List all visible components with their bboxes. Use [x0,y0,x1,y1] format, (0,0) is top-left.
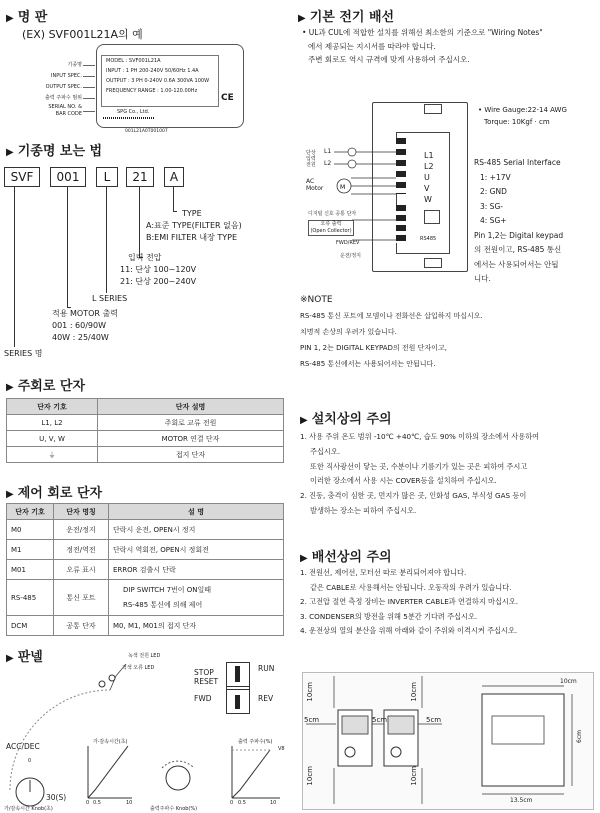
type-a: A:표준 TYPE(FILTER 없음) [146,221,242,230]
install-line6: 발생하는 장소는 피하여 주십시오. [310,505,417,515]
caution-line1: 1. 전원선, 제어선, 모터선 따로 분리되어져야 합니다. [300,568,467,577]
ce-mark-icon: CE [221,93,234,103]
code-voltage: 21 [126,167,154,187]
table-row [7,520,284,540]
stop-label: STOP [194,668,214,677]
cell-symbol: RS-485 [7,580,54,616]
caution-line2: 같은 CABLE로 사용해서는 안됩니다. 오동작의 우려가 있습니다. [310,582,512,592]
graph2-x-0: 0 [230,800,234,806]
graph2-y-label: V8 [278,746,285,752]
header-name: 단자 명칭 [54,504,109,520]
rs485-desc-line1: DIP SWITCH 7번이 ON일때 [123,585,212,594]
install-line5: 2. 진동, 충격이 심한 곳, 먼지가 많은 곳, 인화성 GAS, 부식성 GAS 등이 [300,491,527,501]
graph1-x-0: 0 [86,800,90,806]
rs485-pin3: 3: SG- [480,201,503,211]
oc-line2: (Open Collector) [310,228,352,234]
term-u: U [424,173,430,182]
digital-common-label: 디지털 신호 공통 단자 [308,211,357,217]
motor-label: Motor [306,185,324,192]
wire-spec [478,104,567,128]
led-error-label: 적색 오류 LED [122,665,155,671]
model-code-heading: ▶ 기종명 보는 법 [6,144,103,159]
pin-note-line2: 의 전원이고, RS-485 통신 [474,245,562,254]
rs485-label: RS485 [420,236,437,242]
caption-freq-knob: 출력주파수 Knob(%) [150,806,198,812]
table-header-row [7,504,284,520]
cell-symbol: DCM [7,616,54,636]
wiring-intro-line3: 주변 회로도 역시 규격에 맞게 사용하여 주십시오. [308,55,470,64]
clearance-top-right: 10cm [410,682,418,702]
graph2-x-2: 10 [270,800,277,806]
cell-description: MOTOR 연결 단자 [98,431,284,447]
graph2-x-1: 0.5 [238,800,246,806]
code-motor: 001 [50,167,86,187]
wiring-heading: ▶ 기본 전기 배선 [298,10,395,25]
note-line4: RS-485 통신에서는 사용되어서는 안됩니다. [300,360,436,368]
nameplate-heading: ▶ 명 판 [6,10,48,25]
clearance-drawing [302,672,592,808]
wiring-caution-body [300,566,596,639]
type-b: B:EMI FILTER 내장 TYPE [146,233,238,242]
plate-serial: 001L21A0T001007 [125,129,168,134]
table-row [7,415,284,431]
clearance-front-top: 10cm [560,678,577,685]
header-description: 설 명 [109,504,284,520]
cell-description: 단락시 역회전, OPEN시 정회전 [109,540,284,560]
fwd-rev-switch[interactable] [226,686,250,714]
motor-legend [52,308,118,344]
clearance-front-bottom: 13.5cm [510,797,533,804]
power-led-icon [99,681,105,687]
plate-frequency: FREQUENCY RANGE : 1.00-120.00Hz [106,88,198,94]
led-power-label: 녹색 전원 LED [128,653,161,659]
power-line1: 단상 [306,150,316,156]
cell-symbol: M01 [7,560,54,580]
cell-symbol: M0 [7,520,54,540]
cell-symbol: U, V, W [7,431,98,447]
oc-line1: 오류 출력 [320,221,342,227]
term-v: V [424,184,430,193]
torque: Torque: 10Kgf · cm [484,118,550,126]
triangle-bullet-icon: ▶ [300,553,308,564]
graph2-title: 출력 주파수(%) [238,739,273,745]
voltage-legend [120,252,196,288]
voltage-21: 21: 단상 200~240V [120,277,197,286]
terminal-icon [348,148,356,156]
power-line2: 입력 [306,156,316,162]
table-header-row [7,399,284,415]
clearance-front-side: 6cm [576,730,583,743]
rs485-pin1: 1: +17V [480,172,511,182]
knob-zero: 0 [28,758,32,764]
install-line1: 1. 사용 주위 온도 범위 -10℃ +40℃, 습도 90% 이하의 장소에서 사용하여 [300,432,540,441]
plate-input: INPUT : 1 PH 200-240V 50/60Hz 1.4A [106,68,199,74]
header-symbol: 단자 기호 [7,399,98,415]
pin-note-line4: 니다. [474,274,491,283]
table-row [7,447,284,463]
header-description: 단자 설명 [98,399,284,415]
cell-description: 접지 단자 [98,447,284,463]
caption-accdec-knob: 가/감속시간 Knob(초) [4,806,53,812]
switch-knob-icon [235,666,240,682]
type-legend [146,208,242,244]
note-line2: 치명적 손상의 우려가 있습니다. [300,328,397,336]
freq-knob-icon [166,766,190,790]
svg-text:M: M [340,184,346,191]
pin-note-line3: 에서는 사용되어서는 안됩 [474,259,559,269]
l1-label: L1 [324,148,332,155]
type-title: TYPE [182,209,202,218]
callout-frequency: 출력 주파수 범위 [45,95,82,101]
triangle-bullet-icon: ▶ [6,489,14,500]
barcode-icon [103,117,155,119]
panel-heading: ▶ 판넬 [6,650,43,665]
caution-line5: 4. 운전상의 열의 분산을 위해 아래와 같이 주위와 이격시켜 주십시오. [300,626,518,636]
main-terminal-heading: ▶ 주회로 단자 [6,379,86,394]
plate-model: MODEL : SVF001L21A [106,58,161,64]
cell-description: 단락시 운전, OPEN시 정지 [109,520,284,540]
graph1-x-2: 10 [126,800,133,806]
caution-line3: 2. 고전압 절연 측정 장비는 INVERTER CABLE과 연결하지 마십시오. [300,597,519,607]
cell-description: ERROR 검출시 단락 [109,560,284,580]
note-line1: RS-485 통신 포트에 모뎀이나 전화선은 삽입하지 마십시오. [300,312,483,320]
terminal-labels [424,150,434,205]
plate-company: SPG Co., Ltd. [117,109,150,115]
install-body [300,430,596,519]
note-block [300,292,594,372]
wire-gauge: • Wire Gauge:22-14 AWG [478,106,567,114]
nameplate-example-title: (EX) SVF001L21A의 예 [22,28,143,41]
bottom-notch-icon [424,258,442,268]
motor-40w: 40W : 25/40W [52,333,109,342]
cell-description: M0, M1, M01의 접지 단자 [109,616,284,636]
triangle-bullet-icon: ▶ [6,653,14,664]
rs485-desc-line2: RS-485 통신에 의해 제어 [123,600,203,609]
graph2-curve [232,750,270,798]
nameplate-plate [96,44,244,134]
triangle-bullet-icon: ▶ [6,147,14,158]
run-stop-diagram-label: 운전/정지 [340,253,362,259]
term-w: W [424,195,432,204]
cell-description: 주회로 교류 전원 [98,415,284,431]
error-led-icon [109,675,115,681]
cell-name: 정전/역전 [54,540,109,560]
motor-title: 적용 MOTOR 출력 [52,309,118,318]
term-l1: L1 [424,151,434,160]
motor-001: 001 : 60/90W [52,321,107,330]
rs485-pin2: 2: GND [480,187,507,196]
callout-barcode: BAR CODE [55,111,82,117]
rs485-title: RS-485 Serial Interface [474,158,561,167]
graph1-curve [88,746,128,798]
cell-symbol: M1 [7,540,54,560]
cell-name: 운전/정지 [54,520,109,540]
cell-name: 통신 포트 [54,580,109,616]
open-collector-box [308,220,354,236]
install-line3: 또한 직사광선이 닿는 곳, 수분이나 기름기가 있는 곳은 피하여 주시고 [310,461,528,471]
fwd-rev-diagram-label: FWD/REV [336,240,360,246]
l2-label: L2 [324,160,332,167]
switch-knob-icon [235,695,240,709]
clearance-right: 5cm [426,716,442,724]
top-notch-icon [424,104,442,114]
ground-icon: ⏚ [7,447,98,463]
ac-label: AC [306,178,315,185]
wiring-intro [302,26,596,67]
reset-label: RESET [194,677,219,686]
clearance-bottom-left: 10cm [306,766,314,786]
cell-symbol: L1, L2 [7,415,98,431]
wiring-intro-line1: • UL과 CUL에 적합한 설치를 위해선 최소한의 기준으로 "Wiring Notes" [302,28,543,37]
table-row [7,431,284,447]
knob-30s: 30(S) [46,793,67,802]
control-terminal-heading: ▶ 제어 회로 단자 [6,486,103,501]
control-terminal-table [6,503,284,636]
wiring-intro-line2: 에서 제공되는 지시서를 따라야 합니다. [308,41,436,51]
triangle-bullet-icon: ▶ [6,13,14,24]
callout-input: INPUT SPEC. [51,73,82,79]
term-l2: L2 [424,162,434,171]
header-symbol: 단자 기호 [7,504,54,520]
caution-line4: 3. CONDENSER의 방전을 위해 5분간 기다려 주십시오. [300,611,478,621]
series-name-label: SERIES 명 [4,349,43,358]
table-row [7,560,284,580]
main-terminal-table [6,398,284,463]
install-line2: 주십시오. [310,446,341,456]
cell-name: 공통 단자 [54,616,109,636]
voltage-11: 11: 단상 100~120V [120,265,197,274]
graph1-title: 가·감속시간(초) [93,739,128,745]
stop-reset-label [194,668,218,686]
rs485-pin4: 4: SG+ [480,216,507,225]
rs485-port-icon [424,210,440,224]
triangle-bullet-icon: ▶ [300,415,308,426]
rev-label: REV [258,694,274,703]
clearance-bottom-right: 10cm [410,766,418,786]
plate-output: OUTPUT : 3 PH 0-240V 0.6A 300VA 100W [106,78,210,84]
callout-model: 기종명 [67,62,82,68]
clearance-top-left: 10cm [306,682,314,702]
run-label: RUN [258,664,275,673]
fwd-label: FWD [194,694,212,703]
cell-description [109,580,284,616]
rs485-interface [474,156,563,287]
table-row [7,616,284,636]
callout-output: OUTPUT SPEC. [45,84,82,90]
graph1-x-1: 0.5 [93,800,101,806]
l-series-label: L SERIES [92,294,128,303]
terminal-icon [348,160,356,168]
triangle-bullet-icon: ▶ [6,382,14,393]
acc-dec-label: ACC/DEC [6,742,40,751]
nameplate-spec-box [101,55,219,107]
code-type: A [164,167,184,187]
pin-note-line1: Pin 1,2는 Digital keypad [474,230,564,240]
note-title: ※NOTE [300,295,333,305]
code-series: SVF [4,167,40,187]
voltage-title: 입력 전압 [128,253,162,262]
install-heading: ▶ 설치상의 주의 [300,412,392,427]
wiring-caution-heading: ▶ 배선상의 주의 [300,550,392,565]
nameplate-callouts [16,60,82,118]
callout-serial: SERIAL NO. & [48,104,82,110]
install-line4: 이러한 장소에서 사용 시는 COVER등을 설치하여 주십시오. [310,476,497,486]
table-row [7,580,284,616]
clearance-mid: 5cm [372,716,388,724]
note-line3: PIN 1, 2는 DIGITAL KEYPAD의 전원 단자이고, [300,344,447,352]
cell-name: 오류 표시 [54,560,109,580]
code-lseries: L [96,167,118,187]
power-line3: 전원 [306,162,316,168]
triangle-bullet-icon: ▶ [298,13,306,24]
clearance-left: 5cm [304,716,320,724]
table-row [7,540,284,560]
